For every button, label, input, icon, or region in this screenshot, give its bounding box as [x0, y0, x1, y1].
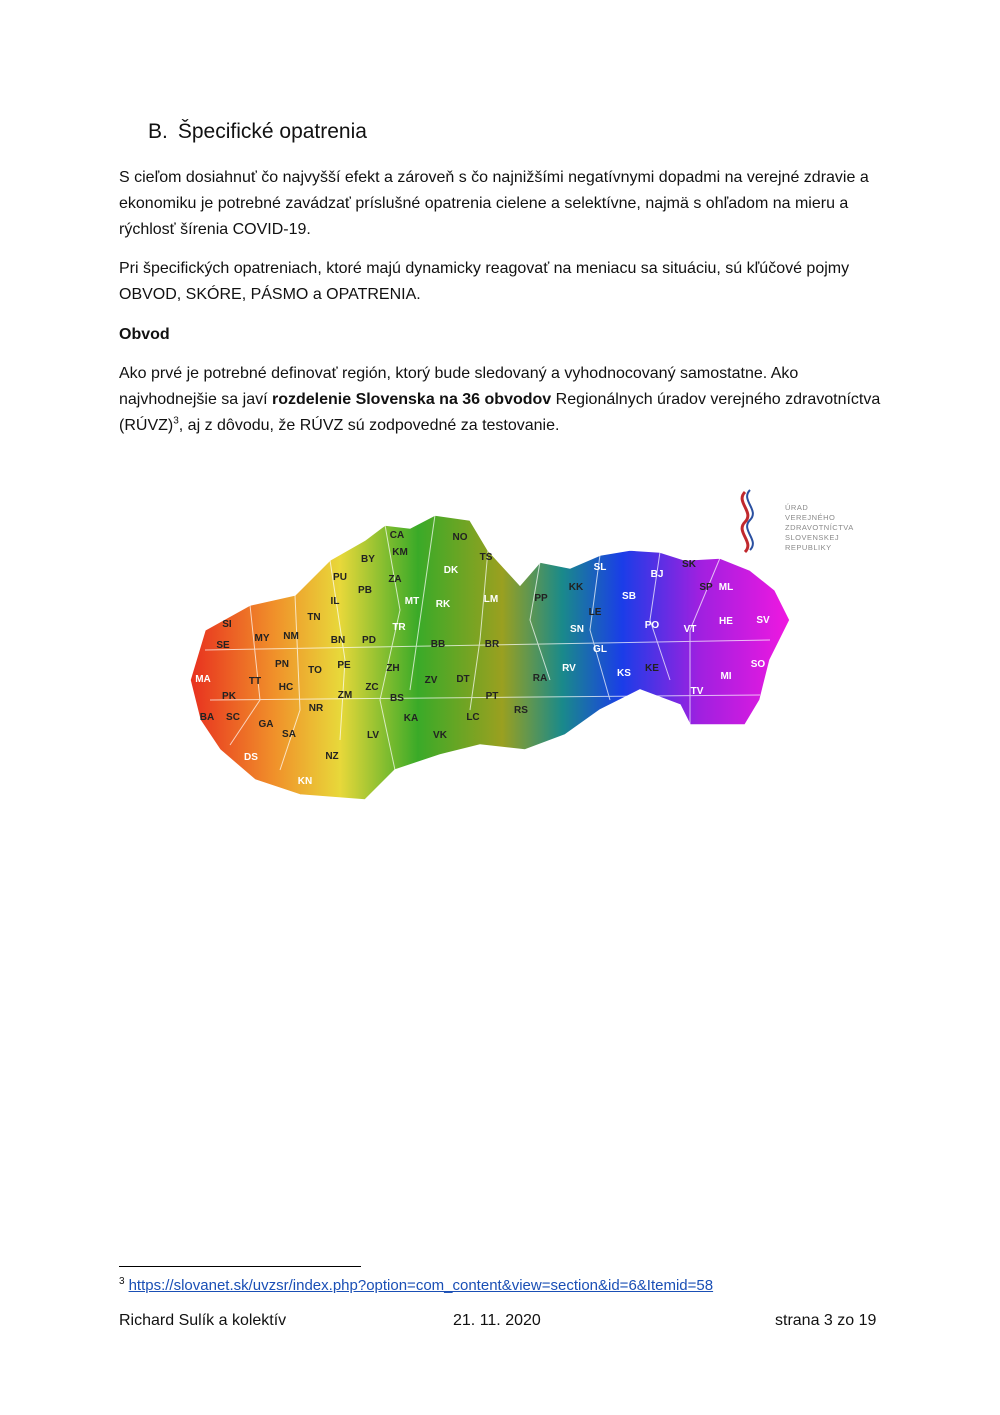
district-label-no: NO	[452, 532, 468, 543]
district-label-kn: KN	[297, 776, 313, 787]
district-label-nz: NZ	[325, 751, 339, 762]
paragraph-2: Pri špecifických opatreniach, ktoré majú dynamicky reagovať na meniacu sa situáciu, sú kľúčové pojmy OBVOD, SKÓRE, PÁSMO a OPATRENIA.	[119, 260, 850, 303]
paragraph-3-bold: rozdelenie Slovenska na 36 obvodov	[271, 391, 552, 408]
district-label-bj: BJ	[650, 569, 664, 580]
footnote-mark: 3	[119, 1276, 125, 1287]
district-label-pk: PK	[222, 691, 236, 702]
district-label-rk: RK	[435, 599, 451, 610]
district-label-ke: KE	[645, 663, 659, 674]
district-label-sv: SV	[756, 615, 770, 626]
footer-date: 21. 11. 2020	[453, 1312, 541, 1329]
district-label-rs: RS	[514, 705, 528, 716]
district-label-tt: TT	[248, 676, 262, 687]
district-label-ka: KA	[403, 713, 419, 724]
district-label-bs: BS	[390, 693, 404, 704]
district-label-br: BR	[484, 639, 500, 650]
district-label-sk: SK	[682, 559, 696, 570]
district-label-lc: LC	[466, 712, 480, 723]
paragraph-3-text-b: Regionálnych úradov verejného zdravotníctva (RÚVZ)	[119, 391, 881, 434]
district-label-zm: ZM	[337, 690, 353, 701]
district-label-mt: MT	[404, 596, 420, 607]
district-label-tv: TV	[690, 686, 704, 697]
district-label-ts: TS	[479, 552, 493, 563]
district-label-kk: KK	[568, 582, 584, 593]
district-label-he: HE	[719, 616, 733, 627]
logo-text-line: REPUBLIKY	[785, 543, 832, 552]
paragraph-3	[119, 361, 889, 439]
district-label-sa: SA	[282, 729, 296, 740]
footnote-ref: 3	[173, 415, 179, 427]
district-label-ga: GA	[258, 719, 274, 730]
map-svg	[170, 480, 860, 810]
district-label-by: BY	[361, 554, 375, 565]
footnote	[119, 1276, 713, 1294]
logo-text-line: ÚRAD	[785, 503, 809, 512]
district-label-ca: CA	[389, 530, 405, 541]
district-label-rv: RV	[562, 663, 576, 674]
district-label-sl: SL	[593, 562, 607, 573]
district-label-my: MY	[254, 633, 270, 644]
district-label-le: LE	[588, 607, 602, 618]
district-label-bb: BB	[430, 639, 446, 650]
district-label-ma: MA	[195, 674, 211, 685]
logo-text-line: VEREJNÉHO	[785, 513, 836, 522]
district-label-gl: GL	[593, 644, 607, 655]
district-label-vk: VK	[433, 730, 447, 741]
slovakia-districts-map	[170, 480, 860, 810]
logo-symbol	[742, 492, 748, 552]
district-label-po: PO	[644, 620, 660, 631]
district-label-bn: BN	[330, 635, 346, 646]
district-label-zv: ZV	[424, 675, 438, 686]
district-label-za: ZA	[388, 574, 402, 585]
district-label-ks: KS	[617, 668, 631, 679]
footer-page: strana 3 zo 19	[775, 1312, 877, 1329]
district-label-dk: DK	[443, 565, 459, 576]
district-label-zc: ZC	[365, 682, 379, 693]
district-label-mi: MI	[720, 671, 732, 682]
district-label-zh: ZH	[386, 663, 400, 674]
district-label-nm: NM	[283, 631, 299, 642]
section-heading	[148, 120, 367, 144]
district-label-km: KM	[392, 547, 408, 558]
paragraph-1: S cieľom dosiahnuť čo najvyšší efekt a zároveň s čo najnižšími negatívnymi dopadmi na verejné zdravie a ekonomiku je potrebné zavádzať príslušné opatrenia cielene a selektívne, najmä s ohľadom na mieru a rýchlosť šírenia COVID-19.	[119, 169, 869, 238]
section-number: B.	[148, 120, 168, 143]
footnote-rule	[119, 1266, 361, 1267]
district-label-nr: NR	[308, 703, 324, 714]
paragraph-3-text-c: , aj z dôvodu, že RÚVZ sú zodpovedné za testovanie.	[178, 417, 560, 434]
district-label-tn: TN	[307, 612, 321, 623]
district-label-sc: SC	[226, 712, 240, 723]
district-label-hc: HC	[278, 682, 294, 693]
district-label-pp: PP	[534, 593, 548, 604]
footer-author: Richard Sulík a kolektív	[119, 1312, 287, 1329]
district-label-si: SI	[222, 619, 232, 630]
district-label-ds: DS	[244, 752, 258, 763]
district-label-vt: VT	[683, 624, 697, 635]
footnote-link[interactable]: https://slovanet.sk/uvzsr/index.php?option=com_content&view=section&id=6&Itemid=58	[128, 1277, 714, 1294]
paragraph-3-text-a: Ako prvé je potrebné definovať región, ktorý bude sledovaný a vyhodnocovaný samostatne. Ako najvhodnejšie sa javí	[119, 365, 799, 408]
district-label-tr: TR	[392, 622, 406, 633]
district-label-pb: PB	[358, 585, 372, 596]
district-label-to: TO	[308, 665, 322, 676]
district-label-pe: PE	[337, 660, 351, 671]
logo-text-line: ZDRAVOTNÍCTVA	[785, 523, 854, 532]
district-label-lm: LM	[483, 594, 499, 605]
district-label-pu: PU	[333, 572, 347, 583]
district-label-so: SO	[750, 659, 766, 670]
ruvz-logo	[742, 490, 854, 552]
section-title: Špecifické opatrenia	[177, 120, 367, 143]
obvod-heading: Obvod	[119, 326, 170, 343]
district-label-pt: PT	[485, 691, 499, 702]
district-label-se: SE	[216, 640, 230, 651]
district-label-ba: BA	[199, 712, 215, 723]
logo-text-line: SLOVENSKEJ	[785, 533, 840, 542]
district-label-ra: RA	[532, 673, 548, 684]
district-label-pn: PN	[275, 659, 289, 670]
district-label-sb: SB	[622, 591, 636, 602]
district-label-sn: SN	[570, 624, 584, 635]
district-label-sp: SP	[699, 582, 713, 593]
district-label-il: IL	[330, 596, 340, 607]
district-label-lv: LV	[366, 730, 380, 741]
district-label-dt: DT	[456, 674, 470, 685]
district-label-ml: ML	[718, 582, 734, 593]
district-label-pd: PD	[362, 635, 376, 646]
